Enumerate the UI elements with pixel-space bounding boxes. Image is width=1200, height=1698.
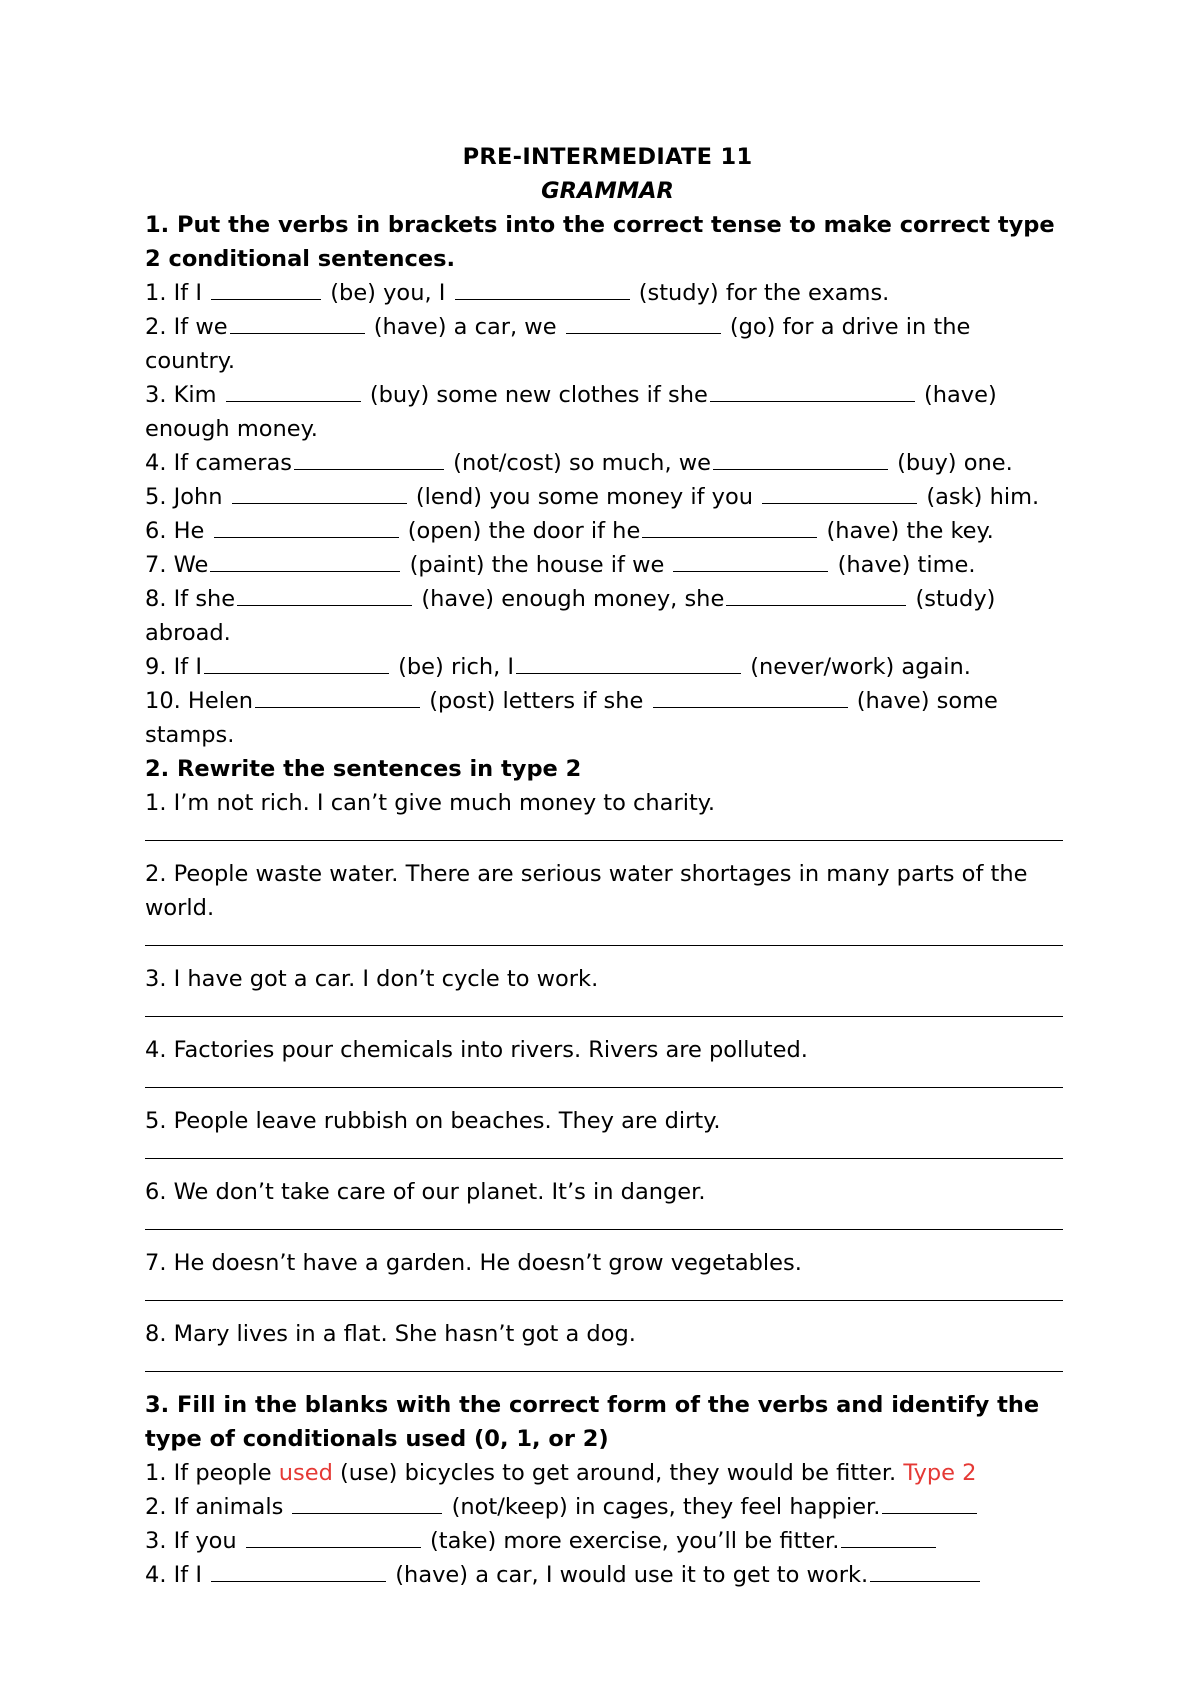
blank[interactable] xyxy=(294,449,444,470)
answer-line[interactable] xyxy=(145,824,1063,841)
s1-item-2: 2. If we (have) a car, we (go) for a drive in the xyxy=(145,314,971,340)
blank[interactable] xyxy=(566,313,721,334)
blank[interactable] xyxy=(710,381,915,402)
blank[interactable] xyxy=(232,483,407,504)
s2-item-3: 3. I have got a car. I don’t cycle to work. xyxy=(145,966,599,992)
blank[interactable] xyxy=(653,687,848,708)
s1-item-1: 1. If I (be) you, I (study) for the exams. xyxy=(145,280,890,306)
s1-item-9: 9. If I (be) rich, I (never/work) again. xyxy=(145,654,971,680)
type-blank[interactable] xyxy=(841,1527,936,1548)
s3-item-3: 3. If you (take) more exercise, you’ll be fitter. xyxy=(145,1524,1070,1558)
s1-item-2-cont: country. xyxy=(145,348,235,374)
blank[interactable] xyxy=(455,279,630,300)
blank[interactable] xyxy=(210,551,400,572)
s1-item-6: 6. He (open) the door if he (have) the key. xyxy=(145,518,994,544)
blank[interactable] xyxy=(214,517,399,538)
worksheet-page xyxy=(145,140,1070,1592)
blank[interactable] xyxy=(713,449,888,470)
answer-line[interactable] xyxy=(145,1000,1063,1017)
section2-heading: 2. Rewrite the sentences in type 2 xyxy=(145,756,582,782)
blank[interactable] xyxy=(211,1561,386,1582)
page-title: PRE-INTERMEDIATE 11 xyxy=(462,144,753,170)
s3-item-4: 4. If I (have) a car, I would use it to get to work. xyxy=(145,1558,1070,1592)
answer-line[interactable] xyxy=(145,929,1063,946)
s2-item-6: 6. We don’t take care of our planet. It’s in danger. xyxy=(145,1179,706,1205)
s1-item-3: 3. Kim (buy) some new clothes if she (have) xyxy=(145,382,997,408)
answer-line[interactable] xyxy=(145,1213,1063,1230)
example-type: Type 2 xyxy=(903,1460,977,1486)
blank[interactable] xyxy=(204,653,389,674)
s2-item-1: 1. I’m not rich. I can’t give much money to charity. xyxy=(145,790,716,816)
answer-line[interactable] xyxy=(145,1071,1063,1088)
blank[interactable] xyxy=(726,585,906,606)
s2-item-5: 5. People leave rubbish on beaches. They are dirty. xyxy=(145,1108,721,1134)
s1-item-3-cont: enough money. xyxy=(145,416,318,442)
blank[interactable] xyxy=(642,517,817,538)
answer-line[interactable] xyxy=(145,1142,1063,1159)
blank[interactable] xyxy=(762,483,917,504)
blank[interactable] xyxy=(226,381,361,402)
s1-item-8: 8. If she (have) enough money, she (study) xyxy=(145,586,996,612)
s2-item-4: 4. Factories pour chemicals into rivers. Rivers are polluted. xyxy=(145,1037,808,1063)
blank[interactable] xyxy=(292,1493,442,1514)
answer-line[interactable] xyxy=(145,1284,1063,1301)
s1-item-10: 10. Helen (post) letters if she (have) some xyxy=(145,688,998,714)
blank[interactable] xyxy=(246,1527,421,1548)
blank[interactable] xyxy=(673,551,828,572)
s3-item-2: 2. If animals (not/keep) in cages, they feel happier. xyxy=(145,1490,1070,1524)
example-answer: used xyxy=(278,1460,333,1486)
s2-item-7: 7. He doesn’t have a garden. He doesn’t grow vegetables. xyxy=(145,1250,802,1276)
type-blank[interactable] xyxy=(882,1493,977,1514)
blank[interactable] xyxy=(255,687,420,708)
section3-heading: 3. Fill in the blanks with the correct form of the verbs and identify the type of conditionals used (0, 1, or 2) xyxy=(145,1392,1040,1452)
blank[interactable] xyxy=(516,653,741,674)
s2-item-2: 2. People waste water. There are serious water shortages in many parts of the world. xyxy=(145,861,1028,921)
s3-example: 1. If people used (use) bicycles to get around, they would be fitter. Type 2 xyxy=(145,1460,977,1486)
s1-item-5: 5. John (lend) you some money if you (ask) him. xyxy=(145,484,1040,510)
s2-item-8: 8. Mary lives in a flat. She hasn’t got a dog. xyxy=(145,1321,636,1347)
answer-line[interactable] xyxy=(145,1355,1063,1372)
s1-item-4: 4. If cameras (not/cost) so much, we (buy) one. xyxy=(145,450,1013,476)
section1-heading: 1. Put the verbs in brackets into the correct tense to make correct type 2 conditional sentences. xyxy=(145,212,1055,272)
blank[interactable] xyxy=(237,585,412,606)
page-subtitle: GRAMMAR xyxy=(541,178,674,204)
s1-item-10-cont: stamps. xyxy=(145,722,235,748)
type-blank[interactable] xyxy=(870,1561,980,1582)
blank[interactable] xyxy=(230,313,365,334)
s1-item-8-cont: abroad. xyxy=(145,620,231,646)
blank[interactable] xyxy=(211,279,321,300)
s1-item-7: 7. We (paint) the house if we (have) time. xyxy=(145,552,976,578)
